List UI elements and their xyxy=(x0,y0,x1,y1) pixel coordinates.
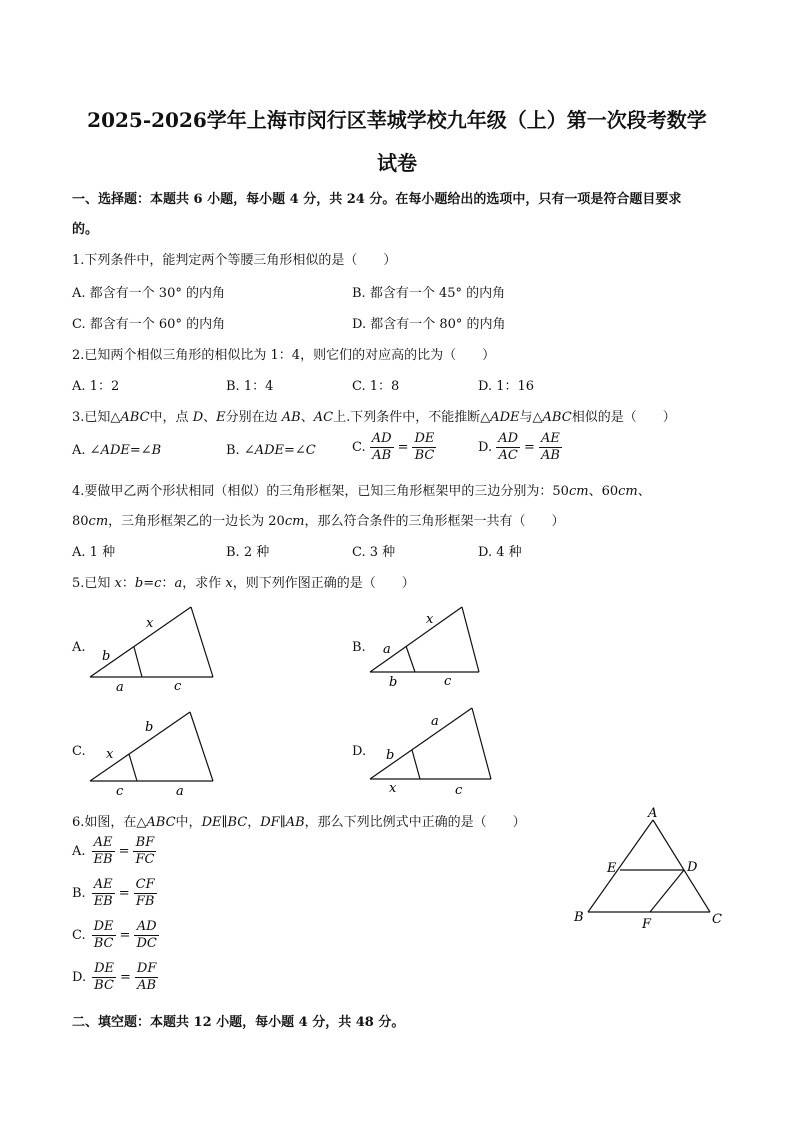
fraction: $\frac{AD}{AB}$ xyxy=(371,431,392,463)
fraction: $\frac{DE}{BC}$ xyxy=(94,961,115,993)
right-line xyxy=(462,607,479,672)
label-left: a xyxy=(383,642,391,657)
label-top: a xyxy=(431,714,439,729)
right-line xyxy=(472,708,491,779)
section1-heading: 一、选择题：本题共 6 小题，每小题 4 分，共 24 分。在每小题给出的选项中，只有一项是符合题目要求 xyxy=(72,192,682,207)
q2-option-a: A. 1：2 xyxy=(72,379,120,394)
parallel-line xyxy=(406,646,415,672)
label-bottom-right: c xyxy=(444,674,452,689)
q1-stem: 1.下列条件中，能判定两个等腰三角形相似的是（ ） xyxy=(72,253,397,268)
label-point-a: A xyxy=(648,806,658,821)
label-point-e: E xyxy=(607,861,617,876)
left-line xyxy=(370,708,472,779)
page-title-continued: 试卷 xyxy=(377,151,417,175)
fraction: $\frac{DF}{AB}$ xyxy=(136,961,157,993)
right-line xyxy=(190,712,213,781)
left-line xyxy=(90,607,191,677)
fraction: $\frac{AD}{DC}$ xyxy=(136,919,157,951)
q4-stem-line1: 4.要做甲乙两个形状相同（相似）的三角形框架，已知三角形框架甲的三边分别为：50cm、60cm、 xyxy=(72,484,651,499)
q4-option-b: B. 2 种 xyxy=(226,545,270,560)
q4-stem-line2: 80cm，三角形框架乙的一边长为 20cm，那么符合条件的三角形框架一共有（ ） xyxy=(72,514,565,529)
q4-option-a: A. 1 种 xyxy=(72,545,116,560)
q4-option-c: C. 3 种 xyxy=(352,545,396,560)
label-point-c: C xyxy=(712,912,722,927)
label-point-b: B xyxy=(574,910,584,925)
label-bottom-left: b xyxy=(389,675,398,690)
label-top: x xyxy=(426,612,434,627)
fraction: $\frac{AE}{EB}$ xyxy=(93,835,113,867)
segment-df xyxy=(650,870,684,912)
label-left: x xyxy=(106,747,114,762)
label-bottom-left: x xyxy=(389,781,397,796)
label-bottom-left: a xyxy=(116,680,124,695)
label-bottom-left: c xyxy=(116,784,124,799)
fraction: $\frac{DE}{BC}$ xyxy=(93,919,114,951)
side-ab xyxy=(588,820,653,912)
q3-option-b: B. ∠ADE=∠C xyxy=(226,443,316,458)
parallel-line xyxy=(129,754,137,781)
q6-option-b: B. $\frac{AE}{EB}$ = $\frac{CF}{FB}$ xyxy=(72,877,155,909)
q6-option-c: C. $\frac{DE}{BC}$ = $\frac{AD}{DC}$ xyxy=(72,919,157,951)
left-line xyxy=(90,712,190,781)
q1-option-a: A. 都含有一个 30° 的内角 xyxy=(72,286,225,301)
label-left: b xyxy=(386,748,395,763)
label-top: b xyxy=(145,720,154,735)
q5-option-d-figure xyxy=(366,704,498,804)
page-title: 2025-2026学年上海市闵行区莘城学校九年级（上）第一次段考数学 xyxy=(87,108,707,132)
q3-option-c: C. $\frac{AD}{AB}$ = $\frac{DE}{BC}$ xyxy=(352,431,435,463)
fraction: $\frac{AD}{AC}$ xyxy=(498,431,519,463)
label-bottom-right: c xyxy=(455,783,463,798)
parallel-line xyxy=(134,647,142,677)
q3-option-d: D. $\frac{AD}{AC}$ = $\frac{AE}{AB}$ xyxy=(478,431,560,463)
q3-stem: 3.已知△ABC中，点 D、E分别在边 AB、AC上.下列条件中，不能推断△ADE与△ABC相似的是（ ） xyxy=(72,410,676,425)
label-top: x xyxy=(146,616,154,631)
fraction: $\frac{CF}{FB}$ xyxy=(135,877,155,909)
q5-option-b-figure xyxy=(366,600,486,695)
q5-option-c-label: C. xyxy=(72,744,86,759)
q5-option-a-label: A. xyxy=(72,640,86,655)
fraction: $\frac{DE}{BC}$ xyxy=(414,431,435,463)
label-bottom-right: a xyxy=(176,784,184,799)
right-line xyxy=(191,607,213,677)
q1-option-b: B. 都含有一个 45° 的内角 xyxy=(352,286,506,301)
left-line xyxy=(370,607,462,672)
label-point-f: F xyxy=(642,917,652,932)
q6-option-d: D. $\frac{DE}{BC}$ = $\frac{DF}{AB}$ xyxy=(72,961,157,993)
q5-stem: 5.已知 x：b=c：a，求作 x，则下列作图正确的是（ ） xyxy=(72,576,415,591)
fraction: $\frac{BF}{FC}$ xyxy=(135,835,155,867)
q2-option-d: D. 1：16 xyxy=(478,379,535,394)
q1-option-c: C. 都含有一个 60° 的内角 xyxy=(72,317,226,332)
label-point-d: D xyxy=(687,860,698,875)
q2-option-b: B. 1：4 xyxy=(226,379,274,394)
parallel-line xyxy=(412,750,420,779)
q5-option-a-figure xyxy=(86,600,226,700)
q5-option-b-label: B. xyxy=(352,640,366,655)
fraction: $\frac{AE}{AB}$ xyxy=(540,431,560,463)
fraction: $\frac{AE}{EB}$ xyxy=(93,877,113,909)
q6-stem: 6.如图，在△ABC中，DE∥BC，DF∥AB，那么下列比例式中正确的是（ ） xyxy=(72,815,526,830)
q6-triangle-figure xyxy=(566,804,732,936)
section2-heading: 二、填空题：本题共 12 小题，每小题 4 分，共 48 分。 xyxy=(72,1015,405,1030)
q5-option-d-label: D. xyxy=(352,744,367,759)
q4-option-d: D. 4 种 xyxy=(478,545,522,560)
section1-heading-cont: 的。 xyxy=(72,222,99,237)
label-bottom-right: c xyxy=(174,679,182,694)
label-left: b xyxy=(102,649,111,664)
q2-option-c: C. 1：8 xyxy=(352,379,400,394)
q5-option-c-figure xyxy=(86,706,222,806)
q2-stem: 2.已知两个相似三角形的相似比为 1：4，则它们的对应高的比为（ ） xyxy=(72,348,496,363)
q1-option-d: D. 都含有一个 80° 的内角 xyxy=(352,317,506,332)
q3-option-a: A. ∠ADE=∠B xyxy=(72,443,162,458)
q6-option-a: A. $\frac{AE}{EB}$ = $\frac{BF}{FC}$ xyxy=(72,835,155,867)
